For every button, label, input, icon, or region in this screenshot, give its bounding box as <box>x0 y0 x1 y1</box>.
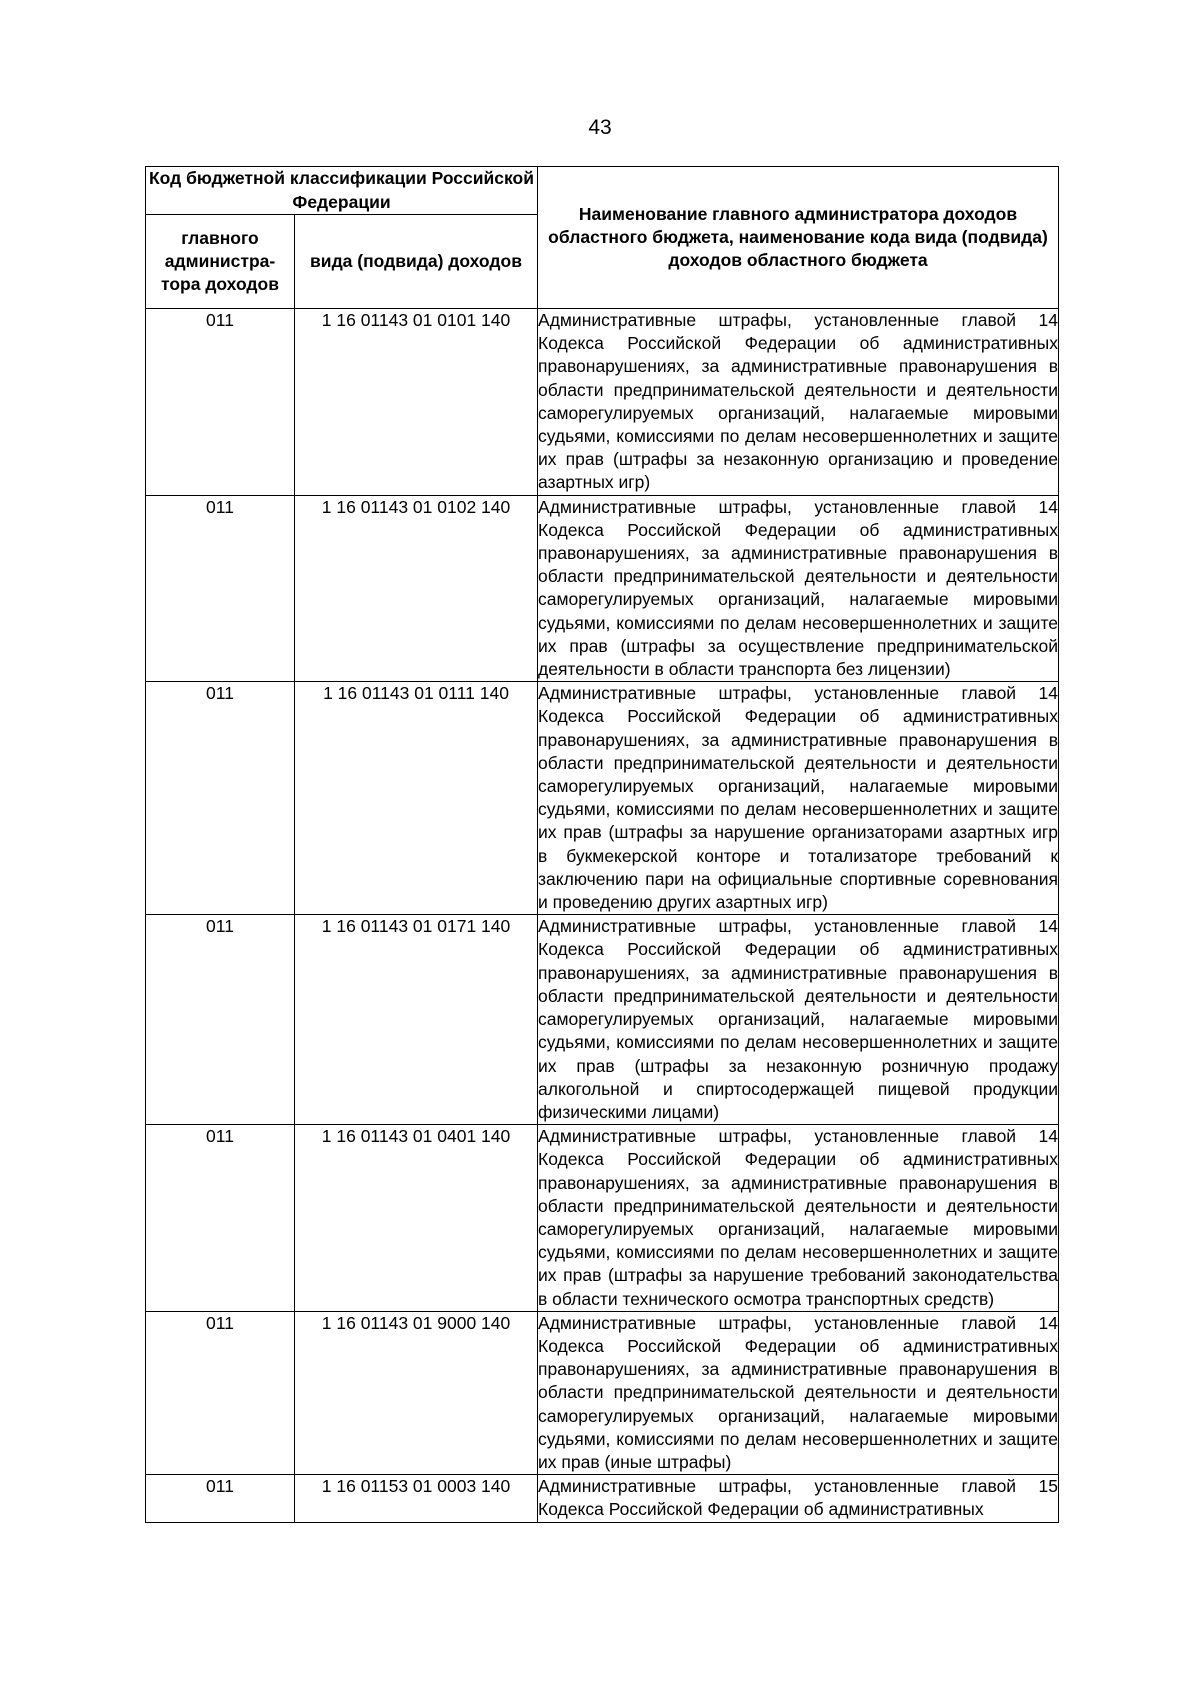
table-row <box>146 915 1059 1125</box>
header-budget-code-group: Код бюджетной классификации Российской Федерации <box>146 167 538 215</box>
table-row <box>146 1125 1059 1312</box>
table-body <box>146 309 1059 1523</box>
revenue-name-cell: Административные штрафы, установленные главой 14 Кодекса Российской Федерации об административных правонарушениях, за административные правонарушения в области предпринимательской деятельности и деятельности саморегулируемых организаций, налагаемые мировыми судьями, комиссиями по делам несовершеннолетних и защите их прав (штрафы за нарушение требований законодательства в области технического осмотра транспортных средств) <box>538 1125 1059 1312</box>
revenue-name-cell: Административные штрафы, установленные главой 14 Кодекса Российской Федерации об административных правонарушениях, за административные правонарушения в области предпринимательской деятельности и деятельности саморегулируемых организаций, налагаемые мировыми судьями, комиссиями по делам несовершеннолетних и защите их прав (штрафы за осуществление предпринимательской деятельности в области транспорта без лицензии) <box>538 495 1059 682</box>
budget-classification-table <box>145 166 1059 1523</box>
page-number: 43 <box>588 116 612 139</box>
revenue-code-cell: 1 16 01143 01 0101 140 <box>295 309 538 496</box>
table-row <box>146 309 1059 496</box>
table-row <box>146 1311 1059 1474</box>
table-header <box>146 167 1059 309</box>
admin-code-cell: 011 <box>146 682 295 915</box>
revenue-code-cell: 1 16 01143 01 9000 140 <box>295 1311 538 1474</box>
admin-code-cell: 011 <box>146 1311 295 1474</box>
revenue-name-cell: Административные штрафы, установленные главой 14 Кодекса Российской Федерации об административных правонарушениях, за административные правонарушения в области предпринимательской деятельности и деятельности саморегулируемых организаций, налагаемые мировыми судьями, комиссиями по делам несовершеннолетних и защите их прав (штрафы за незаконную организацию и проведение азартных игр) <box>538 309 1059 496</box>
revenue-name-cell: Административные штрафы, установленные главой 14 Кодекса Российской Федерации об административных правонарушениях, за административные правонарушения в области предпринимательской деятельности и деятельности саморегулируемых организаций, налагаемые мировыми судьями, комиссиями по делам несовершеннолетних и защите их прав (штрафы за незаконную розничную продажу алкогольной и спиртосодержащей пищевой продукции физическими лицами) <box>538 915 1059 1125</box>
revenue-code-cell: 1 16 01143 01 0171 140 <box>295 915 538 1125</box>
header-admin-column: главного администра-тора доходов <box>146 215 295 309</box>
revenue-name-cell: Административные штрафы, установленные главой 14 Кодекса Российской Федерации об административных правонарушениях, за административные правонарушения в области предпринимательской деятельности и деятельности саморегулируемых организаций, налагаемые мировыми судьями, комиссиями по делам несовершеннолетних и защите их прав (штрафы за нарушение организаторами азартных игр в букмекерской конторе и тотализаторе требований к заключению пари на официальные спортивные соревнования и проведению других азартных игр) <box>538 682 1059 915</box>
admin-code-cell: 011 <box>146 495 295 682</box>
admin-code-cell: 011 <box>146 1125 295 1312</box>
table-row <box>146 1475 1059 1522</box>
revenue-name-cell: Административные штрафы, установленные главой 14 Кодекса Российской Федерации об административных правонарушениях, за административные правонарушения в области предпринимательской деятельности и деятельности саморегулируемых организаций, налагаемые мировыми судьями, комиссиями по делам несовершеннолетних и защите их прав (иные штрафы) <box>538 1311 1059 1474</box>
table-row <box>146 495 1059 682</box>
revenue-code-cell: 1 16 01153 01 0003 140 <box>295 1475 538 1522</box>
header-code-column: вида (подвида) доходов <box>295 215 538 309</box>
admin-code-cell: 011 <box>146 1475 295 1522</box>
header-name-column: Наименование главного администратора доходов областного бюджета, наименование кода вида (подвида) доходов областного бюджета <box>538 167 1059 309</box>
table-row <box>146 682 1059 915</box>
revenue-code-cell: 1 16 01143 01 0111 140 <box>295 682 538 915</box>
revenue-code-cell: 1 16 01143 01 0102 140 <box>295 495 538 682</box>
admin-code-cell: 011 <box>146 915 295 1125</box>
admin-code-cell: 011 <box>146 309 295 496</box>
revenue-name-cell: Административные штрафы, установленные главой 15 Кодекса Российской Федерации об административных <box>538 1475 1059 1522</box>
revenue-code-cell: 1 16 01143 01 0401 140 <box>295 1125 538 1312</box>
